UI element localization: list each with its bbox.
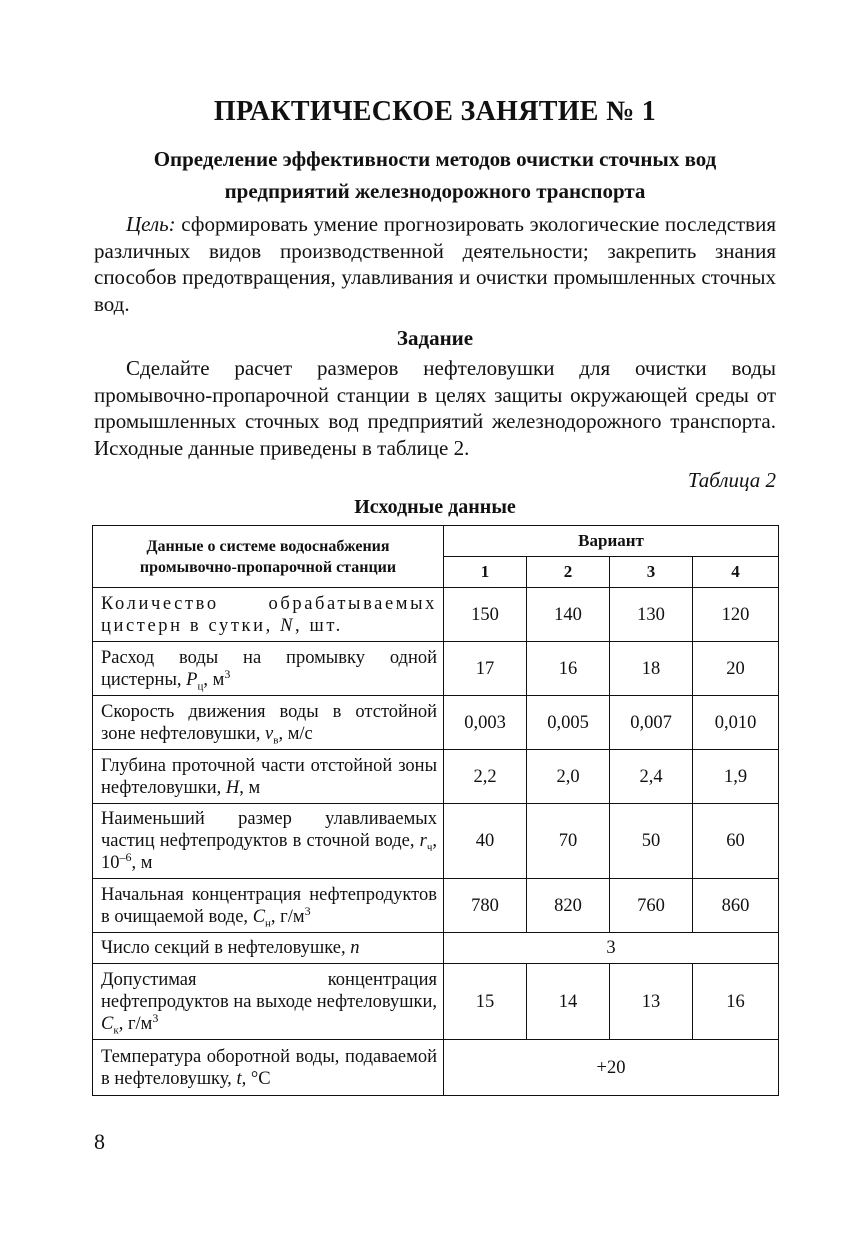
subtitle-line-2: предприятий железнодорожного транспорта	[224, 179, 646, 203]
table-cell: 0,010	[693, 696, 779, 750]
variant-4: 4	[693, 557, 779, 588]
row-label: Начальная концентрация нефтепродуктов в очищаемой воде, $C_н$, $г/м^3$	[93, 879, 444, 933]
page-content	[94, 95, 776, 1096]
table-cell-merged: +20	[444, 1040, 779, 1096]
table-cell: 1,9	[693, 750, 779, 804]
table-row	[93, 933, 779, 964]
table-cell: 2,4	[610, 750, 693, 804]
table-cell: 17	[444, 642, 527, 696]
row-label: Допустимая концентрация нефтепродуктов на выходе нефтеловушки, $C_к$, $г/м^3$	[93, 964, 444, 1040]
table-row	[93, 588, 779, 642]
variant-1: 1	[444, 557, 527, 588]
table-cell: 140	[527, 588, 610, 642]
variant-2: 2	[527, 557, 610, 588]
table-cell: 2,0	[527, 750, 610, 804]
table-row	[93, 696, 779, 750]
table-cell: 0,007	[610, 696, 693, 750]
task-heading: Задание	[396, 326, 474, 350]
table-row	[93, 804, 779, 879]
table-cell: 70	[527, 804, 610, 879]
row-label: Наименьший размер улавливаемых частиц нефтепродуктов в сточной воде, $r_ч$, $10^{-6}$, м	[93, 804, 444, 879]
table-cell: 2,2	[444, 750, 527, 804]
table-cell: 14	[527, 964, 610, 1040]
row-label: Температура оборотной воды, подаваемой в нефтеловушку, t, °C	[93, 1040, 444, 1096]
table-cell: 15	[444, 964, 527, 1040]
row-label: Количество обрабатываемых цистерн в сутки, N, шт.	[93, 588, 444, 642]
table-cell: 0,005	[527, 696, 610, 750]
table-row	[93, 964, 779, 1040]
page-title: ПРАКТИЧЕСКОЕ ЗАНЯТИЕ № 1	[213, 96, 657, 127]
goal-text: сформировать умение прогнозировать экологические последствия различных видов производственной деятельности; закрепить знания способов предотвращения, улавливания и очистки промышленных сточных вод.	[94, 212, 776, 316]
page-number: 8	[94, 1129, 105, 1154]
table-row	[93, 879, 779, 933]
header-left: Данные о системе водоснабжения промывочно-пропарочной станции	[93, 526, 444, 588]
table-cell: 20	[693, 642, 779, 696]
table-cell: 0,003	[444, 696, 527, 750]
table-row	[93, 1040, 779, 1096]
table-cell: 780	[444, 879, 527, 933]
source-data-table	[92, 525, 779, 1096]
subtitle-line-1: Определение эффективности методов очистки сточных вод	[153, 147, 717, 171]
header-variant: Вариант	[444, 526, 779, 557]
table-cell: 150	[444, 588, 527, 642]
table-row	[93, 750, 779, 804]
table-cell: 16	[693, 964, 779, 1040]
row-label: Расход воды на промывку одной цистерны, $P_ц$, $м^3$	[93, 642, 444, 696]
table-cell: 820	[527, 879, 610, 933]
table-cell: 13	[610, 964, 693, 1040]
table-cell: 130	[610, 588, 693, 642]
table-cell: 860	[693, 879, 779, 933]
table-caption: Исходные данные	[354, 496, 516, 518]
row-label: Число секций в нефтеловушке, n	[93, 933, 444, 964]
table-reference: Таблица 2	[687, 468, 776, 492]
row-label: Скорость движения воды в отстойной зоне нефтеловушки, $v_в$, м/с	[93, 696, 444, 750]
task-paragraph: Сделайте расчет размеров нефтеловушки для очистки воды промывочно-пропарочной станции в целях защиты окружающей среды от промышленных сточных вод предприятий железнодорожного транспорта. Исходные данные приведены в таблице 2.	[94, 356, 776, 460]
table-cell: 18	[610, 642, 693, 696]
table-row	[93, 642, 779, 696]
table-cell: 760	[610, 879, 693, 933]
table-cell: 60	[693, 804, 779, 879]
goal-paragraph	[94, 211, 776, 317]
table-cell-merged: 3	[444, 933, 779, 964]
variant-3: 3	[610, 557, 693, 588]
table-cell: 40	[444, 804, 527, 879]
table-cell: 16	[527, 642, 610, 696]
table-cell: 120	[693, 588, 779, 642]
goal-label: Цель:	[126, 212, 176, 236]
table-cell: 50	[610, 804, 693, 879]
row-label: Глубина проточной части отстойной зоны нефтеловушки, H, м	[93, 750, 444, 804]
